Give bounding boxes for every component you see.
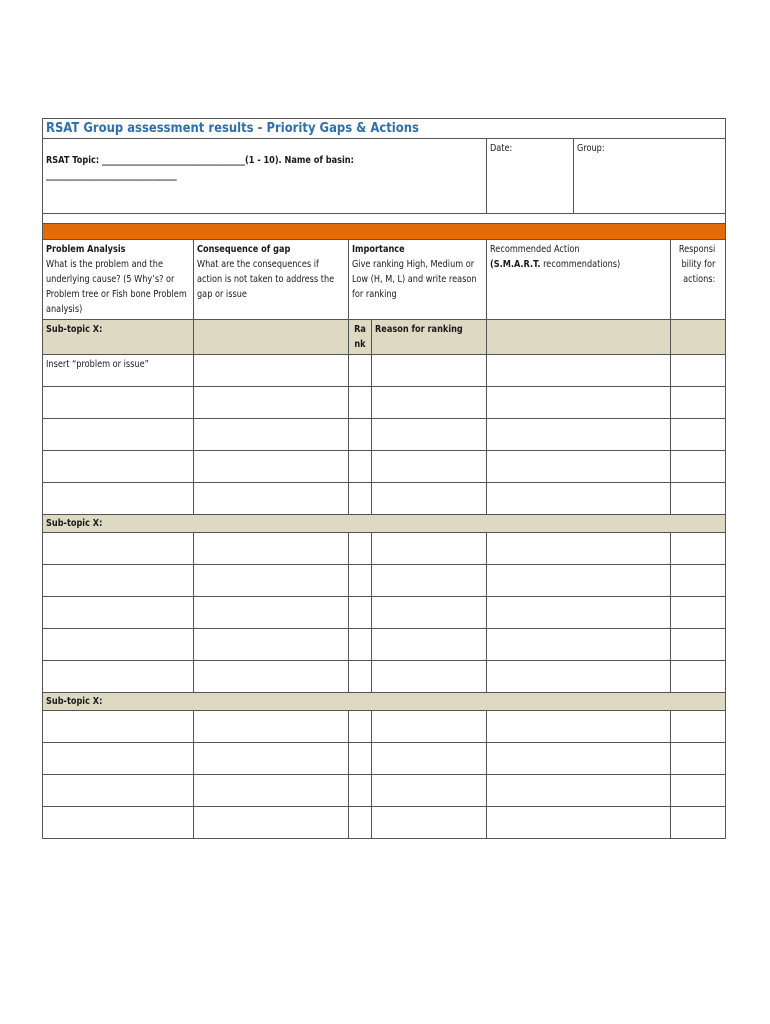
reason-cell[interactable] xyxy=(372,419,487,451)
header-importance: Importance Give ranking High, Medium or Low (H, M, L) and write reason for ranking xyxy=(349,240,487,320)
action-cell[interactable] xyxy=(487,451,671,483)
consequence-cell[interactable] xyxy=(194,483,349,515)
action-cell[interactable] xyxy=(487,387,671,419)
action-cell[interactable] xyxy=(487,629,671,661)
reason-cell[interactable] xyxy=(372,355,487,387)
rank-cell[interactable] xyxy=(349,711,372,743)
consequence-cell[interactable] xyxy=(194,629,349,661)
header-problem-analysis: Problem Analysis What is the problem and the underlying cause? (5 Why’s? or Problem tree or Fish bone Problem analysis) xyxy=(43,240,194,320)
rank-cell[interactable] xyxy=(349,483,372,515)
consequence-cell[interactable] xyxy=(194,533,349,565)
action-cell[interactable] xyxy=(487,661,671,693)
reason-cell[interactable] xyxy=(372,387,487,419)
header-consequence: Consequence of gap What are the consequences if action is not taken to address the gap or issue xyxy=(194,240,349,320)
problem-cell[interactable] xyxy=(43,711,194,743)
form-table xyxy=(42,118,726,839)
problem-cell[interactable] xyxy=(43,451,194,483)
problem-cell[interactable] xyxy=(43,807,194,839)
rank-cell[interactable] xyxy=(349,419,372,451)
responsibility-cell[interactable] xyxy=(671,807,726,839)
rank-cell[interactable] xyxy=(349,565,372,597)
topic-field[interactable] xyxy=(43,139,487,214)
reason-cell[interactable] xyxy=(372,483,487,515)
action-cell[interactable] xyxy=(487,597,671,629)
rank-label: Rank xyxy=(349,320,372,355)
reason-cell[interactable] xyxy=(372,597,487,629)
assessment-form xyxy=(42,118,725,839)
responsibility-cell[interactable] xyxy=(671,387,726,419)
rank-cell[interactable] xyxy=(349,533,372,565)
responsibility-cell[interactable] xyxy=(671,629,726,661)
problem-cell[interactable] xyxy=(43,533,194,565)
consequence-cell[interactable] xyxy=(194,451,349,483)
spacer-row xyxy=(43,214,726,224)
reason-cell[interactable] xyxy=(372,775,487,807)
responsibility-cell[interactable] xyxy=(671,711,726,743)
responsibility-cell[interactable] xyxy=(671,483,726,515)
action-cell[interactable] xyxy=(487,807,671,839)
responsibility-cell[interactable] xyxy=(671,419,726,451)
reason-cell[interactable] xyxy=(372,807,487,839)
rank-cell[interactable] xyxy=(349,743,372,775)
action-cell[interactable] xyxy=(487,743,671,775)
problem-cell[interactable] xyxy=(43,483,194,515)
consequence-cell[interactable] xyxy=(194,743,349,775)
problem-cell[interactable] xyxy=(43,597,194,629)
problem-cell[interactable] xyxy=(43,775,194,807)
action-cell[interactable] xyxy=(487,419,671,451)
consequence-cell[interactable] xyxy=(194,387,349,419)
rank-cell[interactable] xyxy=(349,661,372,693)
reason-cell[interactable] xyxy=(372,565,487,597)
rank-cell[interactable] xyxy=(349,387,372,419)
header-responsibility: Responsibility for actions: xyxy=(671,240,726,320)
responsibility-cell[interactable] xyxy=(671,565,726,597)
problem-cell[interactable] xyxy=(43,419,194,451)
subtopic-2-label: Sub-topic X: xyxy=(43,515,726,533)
reason-cell[interactable] xyxy=(372,629,487,661)
action-cell[interactable] xyxy=(487,483,671,515)
action-cell[interactable] xyxy=(487,775,671,807)
rank-cell[interactable] xyxy=(349,629,372,661)
consequence-cell[interactable] xyxy=(194,711,349,743)
group-field[interactable]: Group: xyxy=(574,139,726,214)
subtopic-1-responsibility xyxy=(671,320,726,355)
reason-label: Reason for ranking xyxy=(372,320,487,355)
responsibility-cell[interactable] xyxy=(671,743,726,775)
rank-cell[interactable] xyxy=(349,807,372,839)
subtopic-1-consequence xyxy=(194,320,349,355)
problem-cell[interactable]: Insert “problem or issue” xyxy=(43,355,194,387)
consequence-cell[interactable] xyxy=(194,565,349,597)
responsibility-cell[interactable] xyxy=(671,775,726,807)
orange-divider xyxy=(43,224,726,240)
consequence-cell[interactable] xyxy=(194,807,349,839)
reason-cell[interactable] xyxy=(372,451,487,483)
responsibility-cell[interactable] xyxy=(671,451,726,483)
action-cell[interactable] xyxy=(487,565,671,597)
form-title: RSAT Group assessment results - Priority Gaps & Actions xyxy=(43,119,726,139)
problem-cell[interactable] xyxy=(43,565,194,597)
problem-cell[interactable] xyxy=(43,661,194,693)
responsibility-cell[interactable] xyxy=(671,533,726,565)
responsibility-cell[interactable] xyxy=(671,355,726,387)
reason-cell[interactable] xyxy=(372,743,487,775)
topic-line2: ________________________________ xyxy=(46,170,177,181)
reason-cell[interactable] xyxy=(372,711,487,743)
rank-cell[interactable] xyxy=(349,597,372,629)
rank-cell[interactable] xyxy=(349,775,372,807)
problem-cell[interactable] xyxy=(43,629,194,661)
rank-cell[interactable] xyxy=(349,355,372,387)
rank-cell[interactable] xyxy=(349,451,372,483)
consequence-cell[interactable] xyxy=(194,419,349,451)
action-cell[interactable] xyxy=(487,711,671,743)
action-cell[interactable] xyxy=(487,355,671,387)
header-recommended-action: Recommended Action (S.M.A.R.T. recommendations) xyxy=(487,240,671,320)
subtopic-3-label: Sub-topic X: xyxy=(43,693,726,711)
action-cell[interactable] xyxy=(487,533,671,565)
responsibility-cell[interactable] xyxy=(671,597,726,629)
responsibility-cell[interactable] xyxy=(671,661,726,693)
problem-cell[interactable] xyxy=(43,743,194,775)
problem-cell[interactable] xyxy=(43,387,194,419)
reason-cell[interactable] xyxy=(372,533,487,565)
subtopic-1-label: Sub-topic X: xyxy=(43,320,194,355)
consequence-cell[interactable] xyxy=(194,597,349,629)
reason-cell[interactable] xyxy=(372,661,487,693)
consequence-cell[interactable] xyxy=(194,775,349,807)
topic-label: RSAT Topic: ___________________________________(1 - 10). Name of basin: xyxy=(46,155,354,166)
consequence-cell[interactable] xyxy=(194,661,349,693)
subtopic-1-action xyxy=(487,320,671,355)
consequence-cell[interactable] xyxy=(194,355,349,387)
date-field[interactable]: Date: xyxy=(487,139,574,214)
